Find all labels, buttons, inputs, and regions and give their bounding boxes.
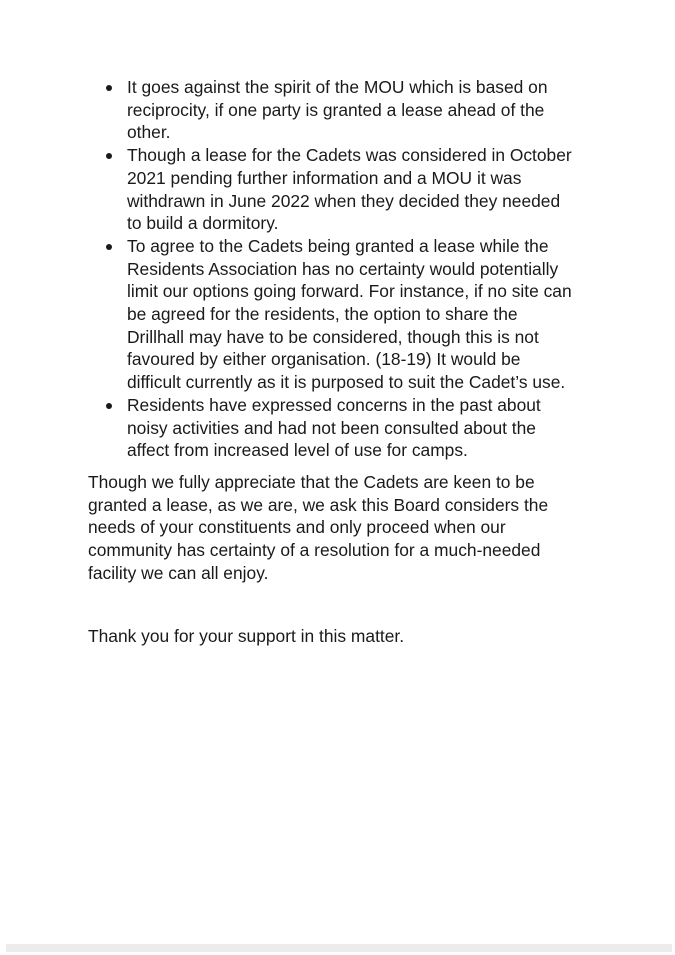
text-line: Residents Association has no certainty would potentially — [127, 258, 559, 279]
page-bottom-edge — [6, 944, 672, 952]
text-line: be agreed for the residents, the option to share the — [127, 304, 518, 325]
bullet-item-limit-options — [104, 235, 604, 394]
text-line: It goes against the spirit of the MOU which is based on — [127, 77, 548, 97]
text-line: Though a lease for the Cadets was considered in October — [127, 145, 572, 166]
text-line: limit our options going forward. For instance, if no site can — [127, 281, 572, 302]
text-line: Residents have expressed concerns in the past about — [127, 394, 541, 415]
thanks-line: Thank you for your support in this matter. — [88, 626, 405, 646]
bullet-item-mou-reciprocity — [104, 76, 604, 144]
bullet-list — [104, 76, 604, 462]
text-line: 2021 pending further information and a MOU it was — [127, 167, 522, 188]
bullet-dot-icon — [106, 85, 112, 91]
bullet-dot-icon — [106, 403, 112, 409]
text-line: granted a lease, as we are, we ask this Board considers the — [88, 494, 549, 515]
text-line: favoured by either organisation. (18-19) It would be — [127, 349, 521, 370]
text-line: To agree to the Cadets being granted a lease while the — [127, 235, 549, 256]
bullet-dot-icon — [106, 244, 112, 250]
closing-paragraph — [88, 471, 588, 585]
text-line: reciprocity, if one party is granted a lease ahead of the — [127, 99, 545, 120]
text-line: community has certainty of a resolution for a much-needed — [88, 540, 541, 561]
text-line: other. — [127, 122, 171, 143]
bullet-dot-icon — [106, 153, 112, 159]
bullet-item-residents-concerns — [104, 394, 604, 462]
text-line: affect from increased level of use for camps. — [127, 440, 468, 461]
text-line: noisy activities and had not been consulted about the — [127, 417, 536, 438]
text-line: withdrawn in June 2022 when they decided they needed — [127, 190, 561, 211]
bullet-item-lease-withdrawn — [104, 144, 604, 235]
text-line: to build a dormitory. — [127, 213, 279, 234]
text-line: needs of your constituents and only proceed when our — [88, 517, 506, 538]
text-line: facility we can all enjoy. — [88, 562, 269, 583]
text-line: difficult currently as it is purposed to suit the Cadet’s use. — [127, 372, 566, 393]
text-line: Though we fully appreciate that the Cadets are keen to be — [88, 472, 535, 492]
text-line: Drillhall may have to be considered, though this is not — [127, 326, 539, 347]
